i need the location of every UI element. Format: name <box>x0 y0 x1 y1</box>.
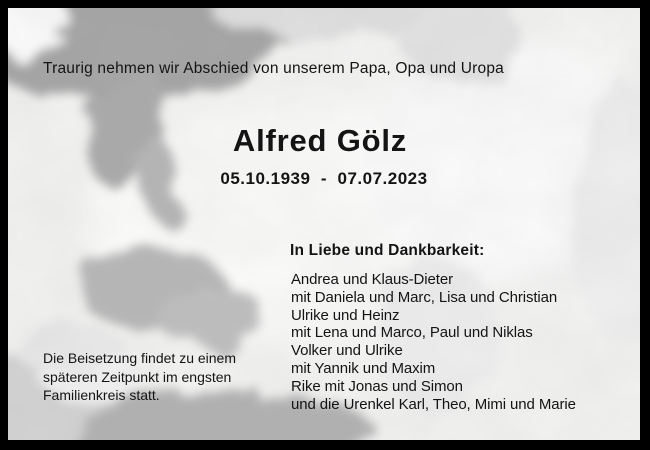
mourner-line: und die Urenkel Karl, Theo, Mimi und Marie <box>291 395 576 413</box>
mourner-line: mit Daniela und Marc, Lisa und Christian <box>291 288 558 306</box>
life-dates: 05.10.1939 - 07.07.2023 <box>220 169 428 188</box>
funeral-note <box>43 349 236 405</box>
mourner-line: Rike mit Jonas und Simon <box>291 377 463 395</box>
deceased-name: Alfred Gölz <box>232 123 408 158</box>
memorial-photo <box>8 8 640 440</box>
tribute-heading: In Liebe und Dankbarkeit: <box>290 242 485 259</box>
farewell-line: Traurig nehmen wir Abschied von unserem Papa, Opa und Uropa <box>43 60 504 77</box>
mourner-line: Ulrike und Heinz <box>291 306 400 324</box>
mourner-line: Andrea und Klaus-Dieter <box>291 271 453 288</box>
funeral-note-line: Familienkreis statt. <box>43 387 160 403</box>
funeral-note-line: Die Beisetzung findet zu einem <box>43 350 236 366</box>
funeral-note-line: späteren Zeitpunkt im engsten <box>43 368 232 385</box>
mourner-line: Volker und Ulrike <box>291 342 403 360</box>
mourner-line: mit Lena und Marco, Paul und Niklas <box>291 324 533 342</box>
mourners-list <box>291 271 576 413</box>
mourner-line: mit Yannik und Maxim <box>291 359 436 377</box>
